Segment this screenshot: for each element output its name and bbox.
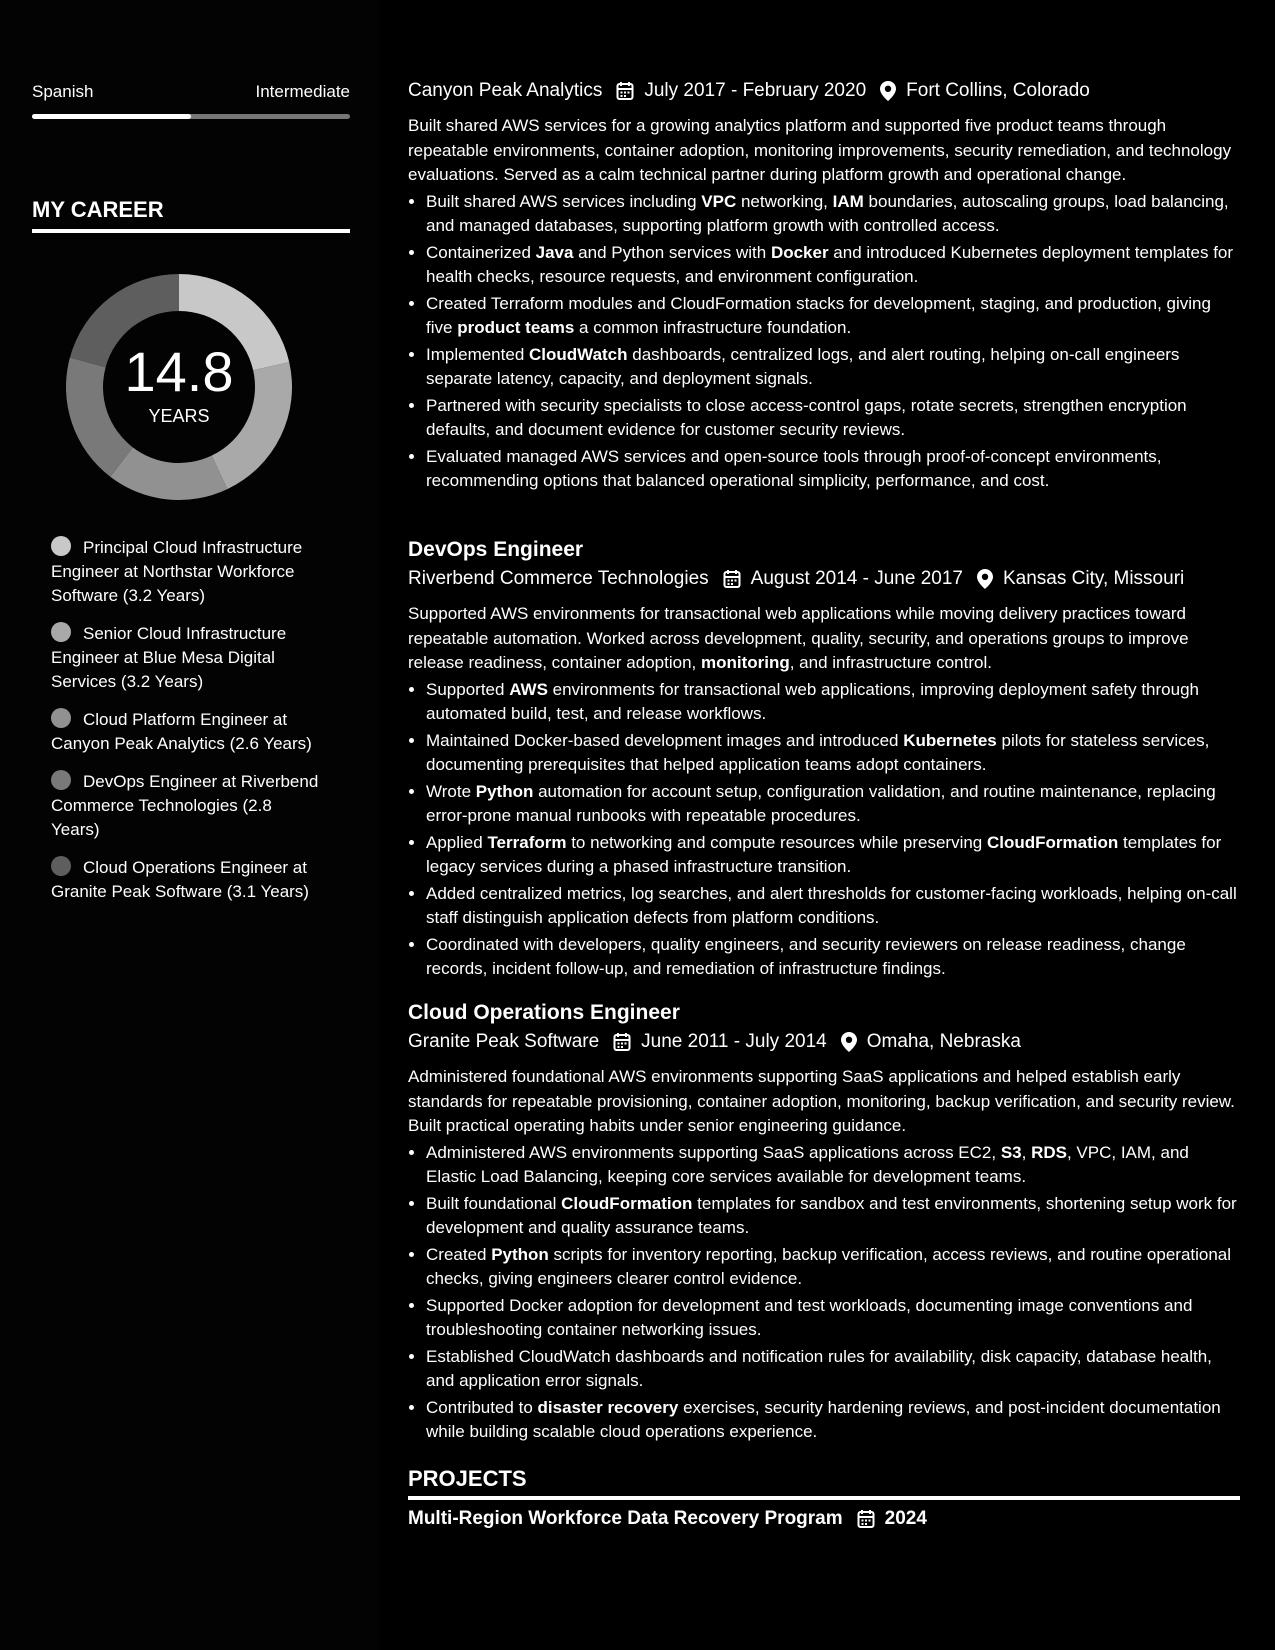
career-heading: MY CAREER: [32, 197, 350, 233]
donut-center: [66, 274, 292, 500]
career-item: [51, 708, 321, 756]
career-dot: [51, 770, 71, 790]
job-dates: July 2017 - February 2020: [644, 80, 867, 101]
job-location: Fort Collins, Colorado: [906, 80, 1090, 101]
job-bullet: • Partnered with security specialists to close access-control gaps, rotate secrets, strengthen encryption defaults, and document evidence for customer security reviews.: [426, 394, 1240, 443]
career-item: [51, 856, 321, 904]
job-bullet: • Evaluated managed AWS services and open-source tools through proof-of-concept environments, recommending options that balanced operational simplicity, performance, and cost.: [426, 445, 1240, 494]
job-company: Granite Peak Software: [408, 1031, 600, 1052]
job-summary: Supported AWS environments for transactional web applications while moving delivery practices toward repeatable automation. Worked across development, quality, security, and operations groups to improve release readiness, container adoption, monitoring, and infrastructure control.: [408, 604, 1189, 672]
job-company: Canyon Peak Analytics: [408, 80, 603, 101]
sidebar: [0, 0, 380, 1650]
calendar-icon: [616, 81, 634, 101]
job-title: DevOps Engineer: [408, 538, 584, 561]
career-item-text: Principal Cloud Infrastructure Engineer at Northstar Workforce Software (3.2 Years): [51, 538, 303, 605]
job-meta: [408, 568, 1240, 590]
job-entry: [408, 80, 1240, 496]
job-bullet: • Created Terraform modules and CloudFormation stacks for development, staging, and production, giving five product teams a common infrastructure foundation.: [426, 292, 1240, 341]
total-years-unit: YEARS: [148, 405, 210, 426]
job-bullet: • Applied Terraform to networking and compute resources while preserving CloudFormation templates for legacy services during a phased infrastructure transition.: [426, 831, 1240, 880]
job-title: Cloud Operations Engineer: [408, 1001, 680, 1024]
calendar-icon: [723, 569, 741, 589]
job-bullet: • Built foundational CloudFormation templates for sandbox and test environments, shortening setup work for development and quality assurance teams.: [426, 1192, 1240, 1241]
job-entry: [408, 1001, 1240, 1447]
total-years-value: 14.8: [124, 339, 234, 403]
job-bullets: [408, 190, 1240, 494]
career-item-text: Cloud Platform Engineer at Canyon Peak Analytics (2.6 Years): [51, 710, 312, 753]
job-summary: Built shared AWS services for a growing analytics platform and supported five product teams through repeatable environments, container adoption, monitoring improvements, security remediation, and technology evaluations. Served as a calm technical partner during platform growth and operational change.: [408, 116, 1232, 184]
career-dot: [51, 856, 71, 876]
job-dates: August 2014 - June 2017: [750, 568, 963, 589]
language-proficiency-fill: [32, 114, 191, 119]
career-dot: [51, 622, 71, 642]
career-item: [51, 622, 321, 694]
job-bullet: • Implemented CloudWatch dashboards, centralized logs, and alert routing, helping on-call engineers separate latency, capacity, and deployment signals.: [426, 343, 1240, 392]
career-item: [51, 536, 321, 608]
job-bullet: • Built shared AWS services including VPC networking, IAM boundaries, autoscaling groups, load balancing, and managed databases, supporting platform growth with controlled access.: [426, 190, 1240, 239]
language-row: [32, 82, 350, 102]
job-company: Riverbend Commerce Technologies: [408, 568, 709, 589]
job-bullet: • Added centralized metrics, log searches, and alert thresholds for customer-facing workloads, helping on-call staff distinguish application defects from platform conditions.: [426, 882, 1240, 931]
career-dot: [51, 536, 71, 556]
job-location: Omaha, Nebraska: [866, 1031, 1021, 1052]
job-bullet: • Created Python scripts for inventory reporting, backup verification, access reviews, and routine operational checks, giving engineers clearer control evidence.: [426, 1243, 1240, 1292]
project-name: Multi-Region Workforce Data Recovery Program: [408, 1508, 843, 1529]
job-dates: June 2011 - July 2014: [641, 1031, 827, 1052]
job-meta: [408, 80, 1240, 102]
job-bullet: • Contributed to disaster recovery exercises, security hardening reviews, and post-incident documentation while building scalable cloud operations experience.: [426, 1396, 1240, 1445]
career-list: [51, 536, 321, 918]
language-proficiency-bar: [32, 114, 350, 119]
career-donut-chart: [66, 274, 292, 500]
projects-heading: PROJECTS: [408, 1466, 1240, 1500]
job-bullet: • Containerized Java and Python services with Docker and introduced Kubernetes deployment templates for health checks, resource requests, and environment configuration.: [426, 241, 1240, 290]
career-item-text: Cloud Operations Engineer at Granite Peak Software (3.1 Years): [51, 858, 309, 901]
calendar-icon: [613, 1032, 631, 1052]
job-bullets: [408, 678, 1240, 982]
calendar-icon: [857, 1509, 875, 1529]
project-year: 2024: [884, 1508, 927, 1529]
career-item: [51, 770, 321, 842]
job-meta: [408, 1031, 1240, 1053]
job-bullet: • Supported Docker adoption for development and test workloads, documenting image conventions and troubleshooting container networking issues.: [426, 1294, 1240, 1343]
job-bullet: • Supported AWS environments for transactional web applications, improving deployment safety through automated build, test, and release workflows.: [426, 678, 1240, 727]
map-pin-icon: [880, 81, 896, 101]
project-item: [408, 1508, 927, 1530]
job-bullet: • Maintained Docker-based development images and introduced Kubernetes pilots for stateless services, documenting prerequisites that helped application teams adopt containers.: [426, 729, 1240, 778]
career-item-text: DevOps Engineer at Riverbend Commerce Technologies (2.8 Years): [51, 772, 319, 839]
job-bullet: • Established CloudWatch dashboards and notification rules for availability, disk capacity, database health, and application error signals.: [426, 1345, 1240, 1394]
map-pin-icon: [841, 1032, 857, 1052]
job-bullets: [408, 1141, 1240, 1445]
job-bullet: • Coordinated with developers, quality engineers, and security reviewers on release readiness, change records, incident follow-up, and remediation of infrastructure findings.: [426, 933, 1240, 982]
job-summary: Administered foundational AWS environments supporting SaaS applications and helped establish early standards for repeatable provisioning, container adoption, monitoring, backup verification, and security review. Built practical operating habits under senior engineering guidance.: [408, 1067, 1235, 1135]
job-bullet: • Wrote Python automation for account setup, configuration validation, and routine maintenance, replacing error-prone manual runbooks with repeatable procedures.: [426, 780, 1240, 829]
career-dot: [51, 708, 71, 728]
language-name: Spanish: [32, 82, 94, 101]
job-location: Kansas City, Missouri: [1002, 568, 1185, 589]
career-item-text: Senior Cloud Infrastructure Engineer at Blue Mesa Digital Services (3.2 Years): [51, 624, 287, 691]
job-bullet: • Administered AWS environments supporting SaaS applications across EC2, S3, RDS, VPC, IAM, and Elastic Load Balancing, keeping core services available for development teams.: [426, 1141, 1240, 1190]
job-entry: [408, 538, 1240, 984]
map-pin-icon: [977, 569, 993, 589]
language-level: Intermediate: [255, 82, 350, 101]
